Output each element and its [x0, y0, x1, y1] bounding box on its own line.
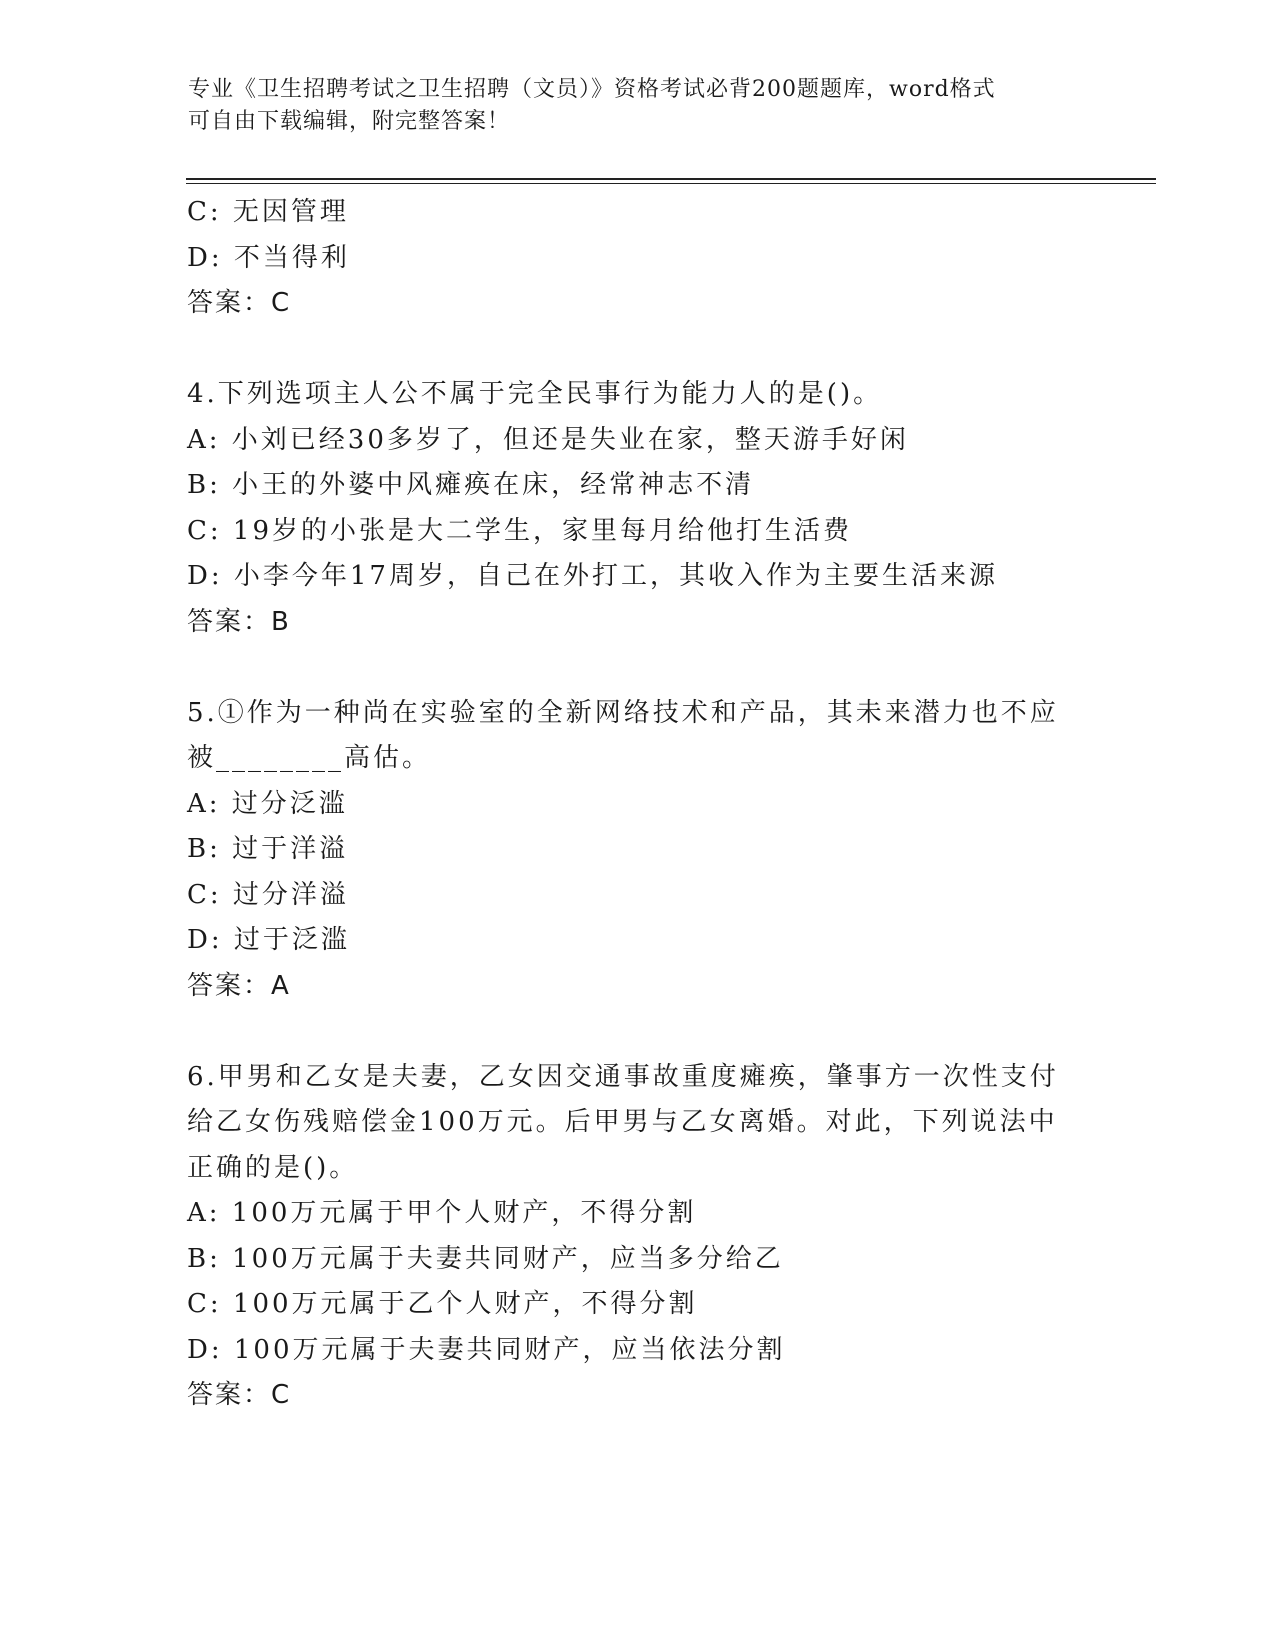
option-a: A: 小刘已经30多岁了，但还是失业在家，整天游手好闲: [187, 424, 909, 455]
spacer: [187, 645, 1087, 691]
question-4: [187, 372, 1087, 645]
header-divider-thin: [186, 183, 1156, 184]
option-b: B: 100万元属于夫妻共同财产，应当多分给乙: [187, 1243, 784, 1274]
option-d: D: 过于泛滥: [187, 925, 350, 955]
question-6: [187, 1055, 1087, 1419]
header-line-2: 可自由下载编辑，附完整答案！: [188, 109, 511, 134]
question-stem-continued: 正确的是()。: [187, 1152, 359, 1183]
document-body: [187, 190, 1087, 1419]
question-stem: 4.下列选项主人公不属于完全民事行为能力人的是()。: [187, 379, 883, 409]
header-divider-thick: [186, 178, 1156, 180]
answer-line: 答案：C: [187, 288, 292, 318]
option-b: B: 过于洋溢: [187, 834, 349, 864]
option-b: B: 小王的外婆中风瘫痪在床，经常神志不清: [187, 470, 755, 500]
answer-line: 答案：B: [187, 606, 291, 637]
option-d: D: 小李今年17周岁，自己在外打工，其收入作为主要生活来源: [187, 561, 998, 591]
option-d: D: 不当得利: [187, 242, 350, 273]
previous-question-tail: [187, 190, 1087, 327]
question-5: [187, 691, 1087, 1010]
answer-line: 答案：C: [187, 1380, 292, 1410]
answer-line: 答案：A: [187, 970, 291, 1001]
option-c: C: 过分洋溢: [187, 879, 349, 910]
spacer: [187, 327, 1087, 373]
question-stem-continued: 给乙女伤残赔偿金100万元。后甲男与乙女离婚。对此，下列说法中: [187, 1107, 1058, 1137]
option-a: A: 100万元属于甲个人财产，不得分割: [187, 1198, 697, 1228]
header-line-1: 专业《卫生招聘考试之卫生招聘（文员）》资格考试必背200题题库，word格式: [188, 77, 996, 102]
question-stem: 6.甲男和乙女是夫妻，乙女因交通事故重度瘫痪，肇事方一次性支付: [187, 1061, 1059, 1092]
option-c: C: 无因管理: [187, 197, 349, 227]
question-stem-continued: 被________高估。: [187, 743, 432, 773]
option-d: D: 100万元属于夫妻共同财产，应当依法分割: [187, 1334, 786, 1365]
document-header: [188, 74, 1068, 138]
option-a: A: 过分泛滥: [187, 788, 348, 819]
spacer: [187, 1009, 1087, 1055]
option-c: C: 100万元属于乙个人财产，不得分割: [187, 1289, 698, 1319]
option-c: C: 19岁的小张是大二学生，家里每月给他打生活费: [187, 515, 853, 546]
question-stem: 5.①作为一种尚在实验室的全新网络技术和产品，其未来潜力也不应: [187, 697, 1059, 728]
